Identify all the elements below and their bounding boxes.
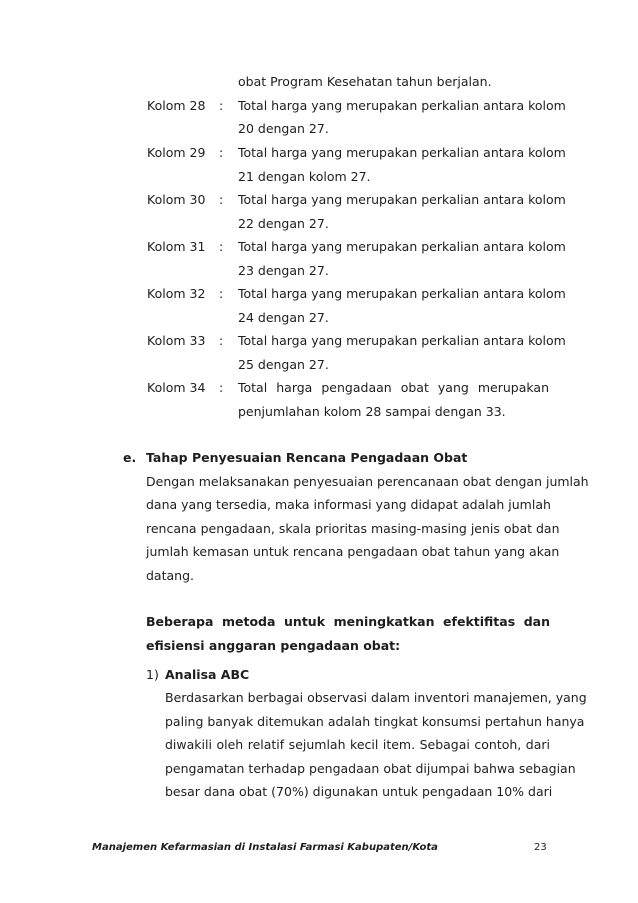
column-label: Kolom 34	[147, 380, 206, 395]
column-description-line: 23 dengan 27.	[238, 263, 329, 278]
column-description-line: Total harga yang merupakan perkalian antara kolom	[238, 145, 566, 160]
paragraph-line: jumlah kemasan untuk rencana pengadaan obat tahun yang akan	[146, 544, 560, 559]
column-separator: :	[219, 333, 224, 348]
paragraph-line: rencana pengadaan, skala prioritas masing-masing jenis obat dan	[146, 521, 560, 536]
page-number: 23	[534, 842, 547, 853]
column-description-line: Total harga yang merupakan perkalian antara kolom	[238, 333, 566, 348]
column-label: Kolom 28	[147, 98, 206, 113]
column-description-line: Total harga yang merupakan perkalian antara kolom	[238, 239, 566, 254]
column-description-line: Total harga pengadaan obat yang merupakan	[238, 380, 549, 395]
column-description-line: 24 dengan 27.	[238, 310, 329, 325]
intro-line: obat Program Kesehatan tahun berjalan.	[238, 74, 492, 89]
column-description-line: 22 dengan 27.	[238, 216, 329, 231]
paragraph-line: paling banyak ditemukan adalah tingkat konsumsi pertahun hanya	[165, 714, 585, 729]
column-description-line: 21 dengan kolom 27.	[238, 169, 371, 184]
item-heading: Analisa ABC	[165, 667, 250, 682]
footer-title: Manajemen Kefarmasian di Instalasi Farmasi Kabupaten/Kota	[92, 842, 438, 853]
column-description-line: 25 dengan 27.	[238, 357, 329, 372]
column-label: Kolom 32	[147, 286, 206, 301]
column-description-line: penjumlahan kolom 28 sampai dengan 33.	[238, 404, 506, 419]
methods-heading-line: Beberapa metoda untuk meningkatkan efektifitas dan	[146, 614, 550, 629]
paragraph-line: diwakili oleh relatif sejumlah kecil item. Sebagai contoh, dari	[165, 737, 550, 752]
column-description-line: 20 dengan 27.	[238, 121, 329, 136]
column-separator: :	[219, 286, 224, 301]
paragraph-line: Berdasarkan berbagai observasi dalam inventori manajemen, yang	[165, 690, 587, 705]
methods-heading-line: efisiensi anggaran pengadaan obat:	[146, 638, 401, 653]
column-label: Kolom 29	[147, 145, 206, 160]
section-heading: Tahap Penyesuaian Rencana Pengadaan Obat	[146, 450, 468, 465]
paragraph-line: Dengan melaksanakan penyesuaian perencanaan obat dengan jumlah	[146, 474, 589, 489]
paragraph-line: dana yang tersedia, maka informasi yang didapat adalah jumlah	[146, 497, 551, 512]
column-separator: :	[219, 145, 224, 160]
list-marker: 1)	[146, 667, 159, 682]
column-separator: :	[219, 239, 224, 254]
column-separator: :	[219, 192, 224, 207]
column-separator: :	[219, 98, 224, 113]
column-description-line: Total harga yang merupakan perkalian antara kolom	[238, 286, 566, 301]
paragraph-line: besar dana obat (70%) digunakan untuk pengadaan 10% dari	[165, 784, 553, 799]
section-marker: e.	[123, 450, 137, 465]
column-label: Kolom 31	[147, 239, 206, 254]
column-separator: :	[219, 380, 224, 395]
paragraph-line: datang.	[146, 568, 194, 583]
column-description-line: Total harga yang merupakan perkalian antara kolom	[238, 192, 566, 207]
column-description-line: Total harga yang merupakan perkalian antara kolom	[238, 98, 566, 113]
paragraph-line: pengamatan terhadap pengadaan obat dijumpai bahwa sebagian	[165, 761, 576, 776]
column-label: Kolom 30	[147, 192, 206, 207]
column-label: Kolom 33	[147, 333, 206, 348]
